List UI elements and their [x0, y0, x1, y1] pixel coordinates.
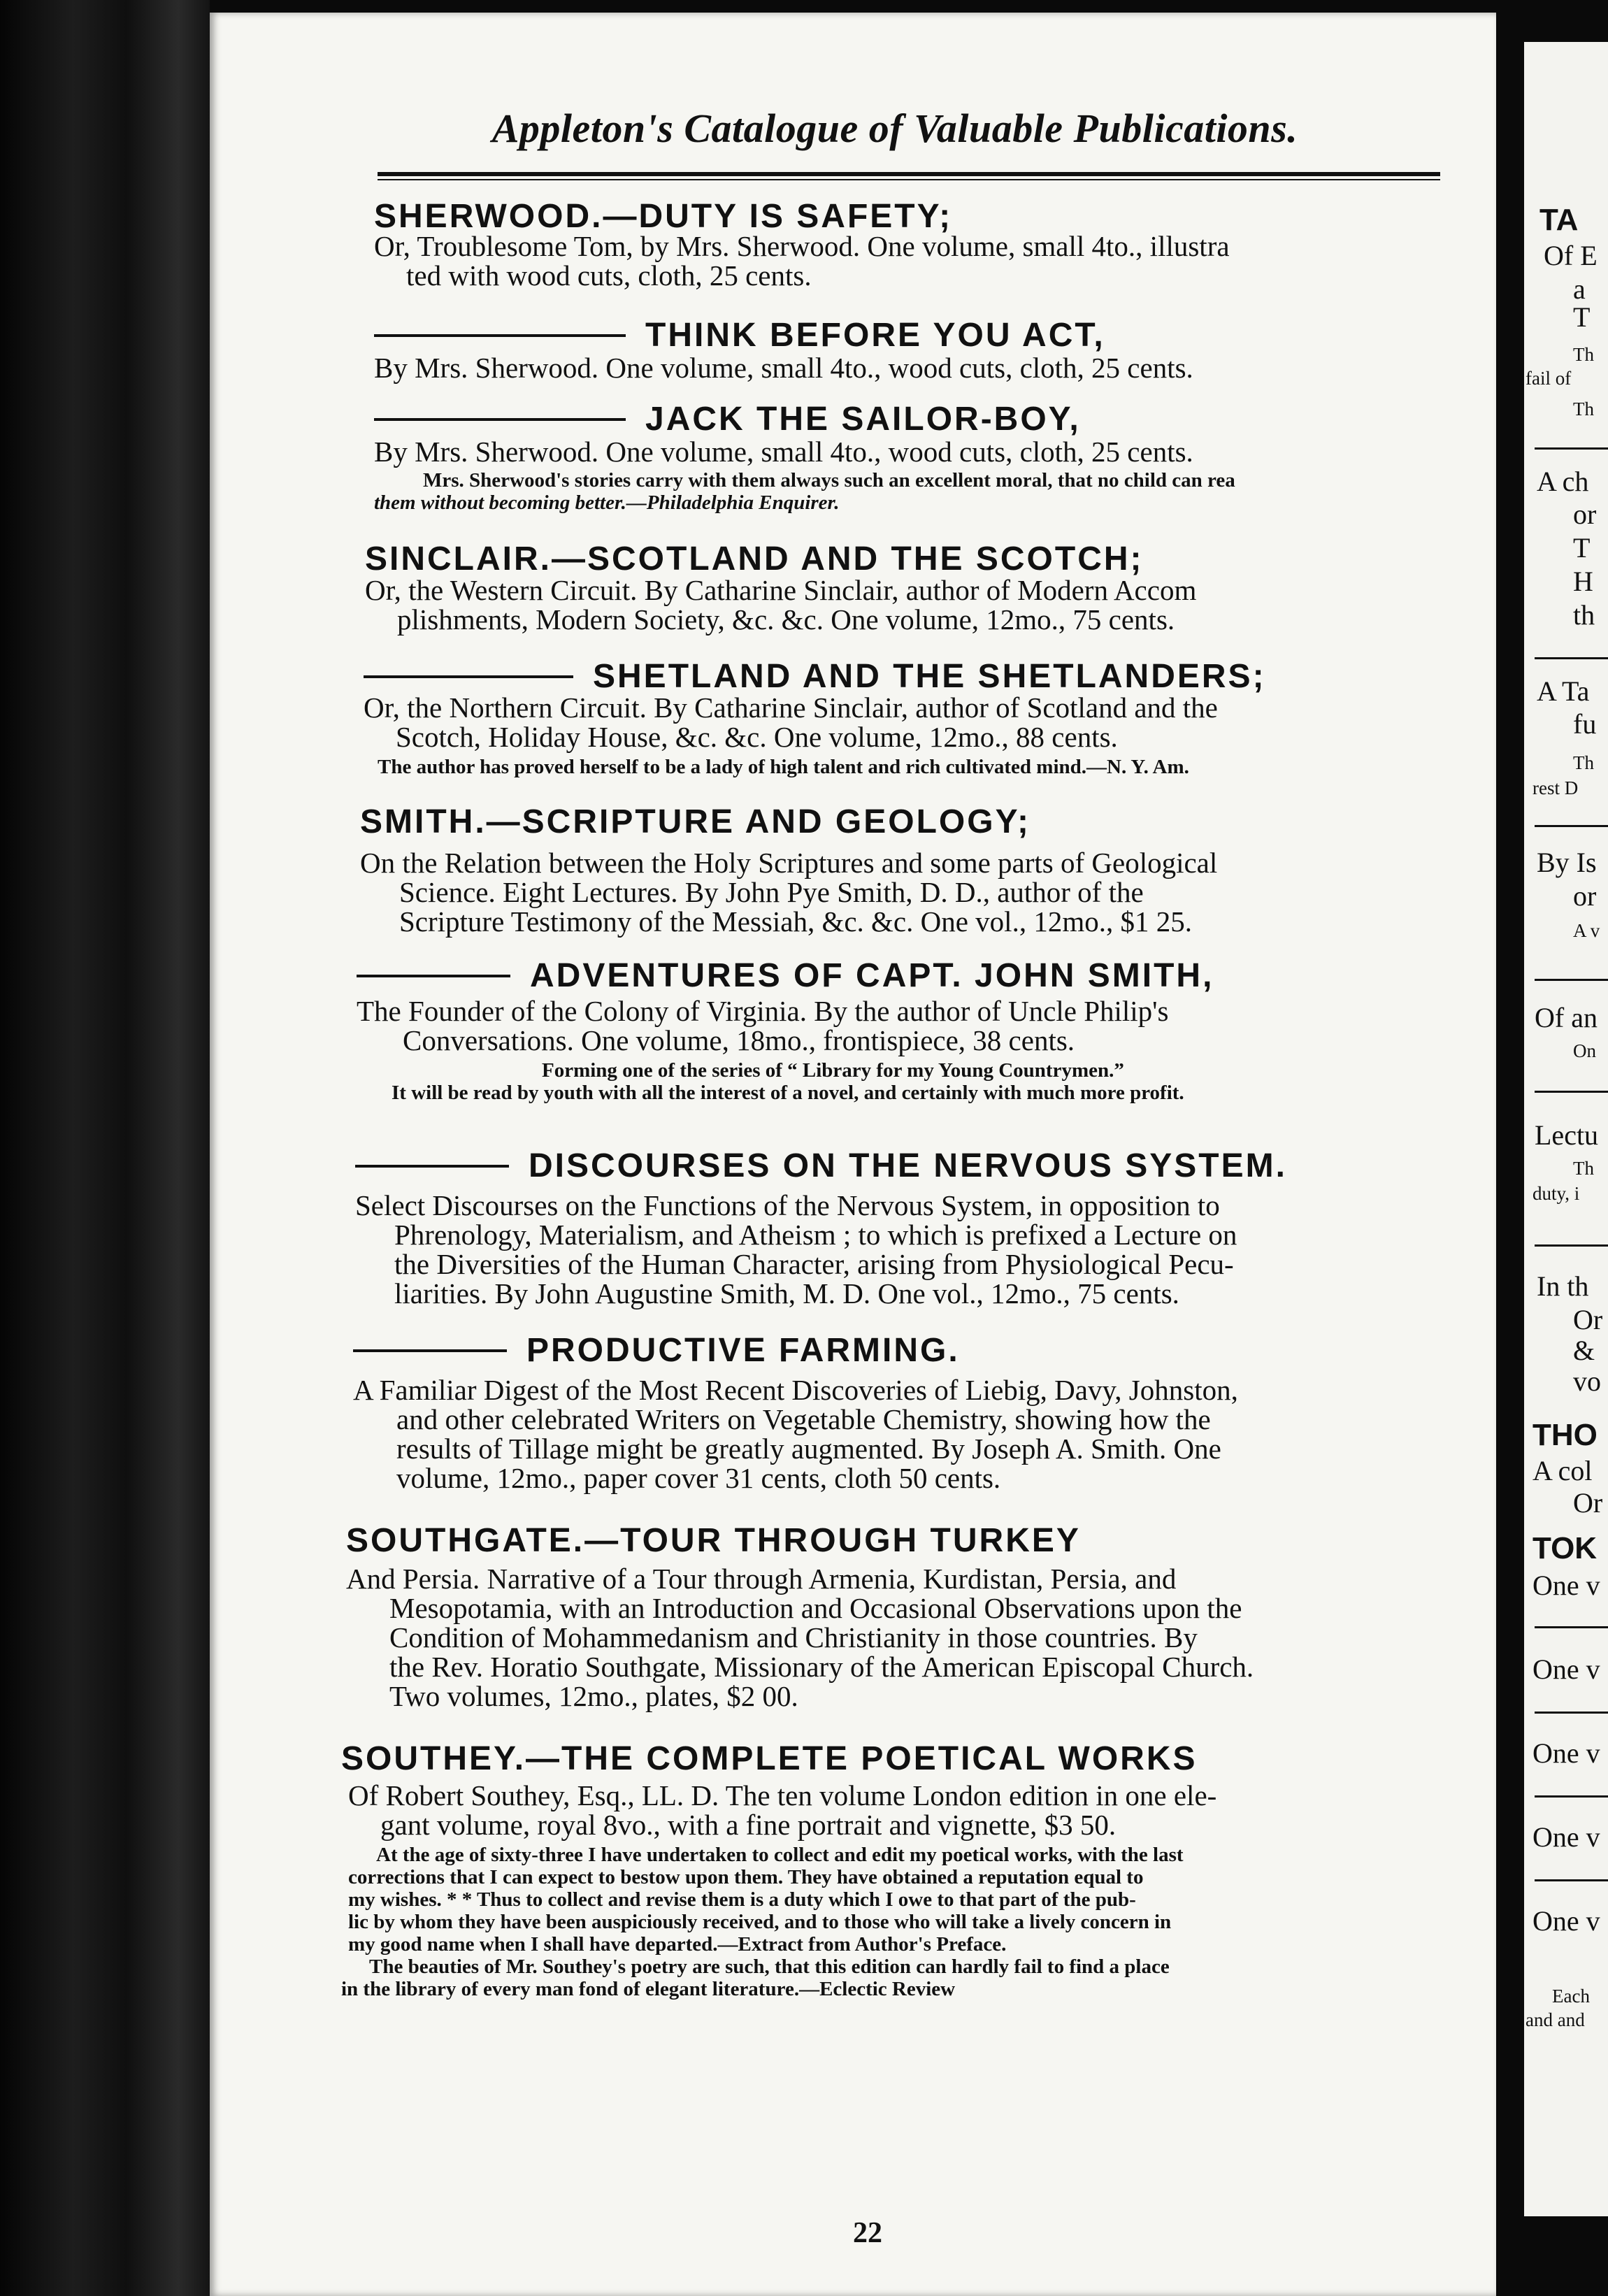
entry-body — [360, 848, 1217, 936]
facing-fragment: Th — [1573, 752, 1594, 773]
entry-line: plishments, Modern Society, &c. &c. One volume, 12mo., 75 cents. — [397, 603, 1175, 636]
catalogue-entry — [341, 1739, 1216, 2000]
facing-fragment: On — [1573, 1040, 1596, 1061]
facing-rule — [1535, 1244, 1608, 1247]
entry-heading: SOUTHEY.—THE COMPLETE POETICAL WORKS — [341, 1740, 1198, 1777]
dash-rule — [357, 975, 510, 977]
entry-line: the Diversities of the Human Character, arising from Physiological Pecu- — [394, 1248, 1234, 1280]
subheading-text: DISCOURSES ON THE NERVOUS SYSTEM. — [529, 1147, 1287, 1184]
facing-fragment: or — [1573, 498, 1597, 530]
catalogue-entry — [355, 1147, 1287, 1308]
entry-line: Or, the Western Circuit. By Catharine Sinclair, author of Modern Accom — [365, 574, 1197, 606]
entry-line: Two volumes, 12mo., plates, $2 00. — [389, 1680, 798, 1712]
entry-line: Phrenology, Materialism, and Atheism ; to which is prefixed a Lecture on — [394, 1219, 1237, 1251]
facing-fragment: or — [1573, 880, 1597, 912]
entry-line: and other celebrated Writers on Vegetable Chemistry, showing how the — [396, 1403, 1211, 1435]
facing-page — [1524, 42, 1608, 2216]
dash-rule — [364, 675, 573, 678]
facing-rule — [1535, 1626, 1608, 1628]
facing-fragment: Th — [1573, 1158, 1594, 1179]
facing-fragment: TOK — [1532, 1531, 1598, 1565]
facing-fragment: Each — [1552, 1986, 1590, 2007]
entry-heading: SHERWOOD.—DUTY IS SAFETY; — [374, 198, 953, 235]
dash-rule — [355, 1165, 509, 1168]
subheading-text: PRODUCTIVE FARMING. — [526, 1332, 960, 1369]
page-gutter — [1496, 0, 1524, 2296]
entry-subheading — [355, 1147, 1287, 1185]
catalogue-entry — [357, 956, 1214, 1104]
entry-line: By Mrs. Sherwood. One volume, small 4to., wood cuts, cloth, 25 cents. — [374, 352, 1193, 384]
facing-fragment: fail of — [1526, 368, 1572, 389]
facing-fragment: & — [1573, 1335, 1595, 1366]
note-line: The beauties of Mr. Southey's poetry are such, that this edition can hardly fail to find a place — [369, 1956, 1170, 1978]
catalogue-entry — [353, 1331, 1238, 1493]
facing-fragment: T — [1573, 532, 1591, 564]
facing-fragment: One v — [1532, 1737, 1600, 1769]
entry-line: Scotch, Holiday House, &c. &c. One volume, 12mo., 88 cents. — [396, 721, 1118, 753]
entry-body — [355, 1191, 1287, 1308]
entry-line: The Founder of the Colony of Virginia. By the author of Uncle Philip's — [357, 995, 1169, 1027]
entry-heading: SMITH.—SCRIPTURE AND GEOLOGY; — [360, 803, 1031, 840]
entry-body — [353, 1375, 1238, 1493]
entry-body — [365, 575, 1196, 634]
subheading-text: SHETLAND AND THE SHETLANDERS; — [593, 658, 1266, 695]
entry-heading: SINCLAIR.—SCOTLAND AND THE SCOTCH; — [365, 540, 1144, 577]
catalogue-entry — [374, 400, 1235, 514]
facing-fragment: Or — [1573, 1304, 1603, 1335]
entry-line: Mesopotamia, with an Introduction and Occasional Observations upon the — [389, 1592, 1242, 1624]
facing-fragment: vo — [1573, 1365, 1601, 1397]
entry-subheading — [364, 657, 1266, 696]
subheading-text: JACK THE SAILOR-BOY, — [645, 401, 1081, 438]
entry-heading: SOUTHGATE.—TOUR THROUGH TURKEY — [346, 1522, 1081, 1559]
note-line: Forming one of the series of “ Library for my Young Countrymen.” — [542, 1059, 1124, 1082]
header-rule — [378, 172, 1440, 176]
entry-subheading — [374, 316, 1193, 354]
facing-fragment: Of an — [1535, 1002, 1598, 1033]
catalogue-entry — [374, 316, 1193, 382]
catalogue-entry — [374, 197, 1230, 290]
facing-fragment: Of E — [1544, 240, 1598, 271]
note-line: in the library of every man fond of elegant literature.—Eclectic Review — [341, 1978, 956, 2000]
entry-subheading — [374, 400, 1235, 438]
entry-line: the Rev. Horatio Southgate, Missionary of the American Episcopal Church. — [389, 1651, 1254, 1683]
facing-rule — [1535, 1795, 1608, 1798]
page-header: Appleton's Catalogue of Valuable Publications. — [491, 106, 1298, 151]
entry-body — [357, 996, 1214, 1055]
entry-line: Scripture Testimony of the Messiah, &c. &c. One vol., 12mo., $1 25. — [399, 905, 1192, 938]
page-number: 22 — [853, 2217, 882, 2249]
facing-fragment: Th — [1573, 399, 1594, 419]
facing-fragment: One v — [1532, 1905, 1600, 1937]
facing-fragment: fu — [1573, 708, 1597, 740]
facing-fragment: a — [1573, 273, 1586, 305]
entry-note — [374, 469, 1235, 514]
dash-rule — [353, 1349, 507, 1352]
dash-rule — [374, 334, 626, 337]
facing-fragment: A col — [1532, 1455, 1593, 1486]
entry-line: liarities. By John Augustine Smith, M. D. One vol., 12mo., 75 cents. — [394, 1277, 1179, 1310]
facing-rule — [1535, 1091, 1608, 1093]
dash-rule — [374, 418, 626, 421]
facing-fragment: One v — [1532, 1653, 1600, 1685]
catalogue-entry — [365, 540, 1196, 634]
entry-line: Select Discourses on the Functions of the Nervous System, in opposition to — [355, 1189, 1220, 1221]
note-line: corrections that I can expect to bestow upon them. They have obtained a reputation equal to — [348, 1866, 1144, 1888]
facing-fragment: A Ta — [1537, 675, 1590, 707]
note-line: my wishes. * * Thus to collect and revise them is a duty which I owe to that part of the pub- — [348, 1888, 1136, 1911]
facing-fragment: A ch — [1537, 466, 1589, 497]
note-line: my good name when I shall have departed.—Extract from Author's Preface. — [348, 1933, 1007, 1956]
facing-rule — [1535, 1712, 1608, 1714]
entry-line: Conversations. One volume, 18mo., frontispiece, 38 cents. — [403, 1024, 1075, 1056]
entry-line: gant volume, royal 8vo., with a fine portrait and vignette, $3 50. — [380, 1809, 1117, 1841]
note-line: lic by whom they have been auspiciously received, and to those who will take a lively concern in — [348, 1911, 1172, 1933]
facing-fragment: Lectu — [1535, 1119, 1599, 1151]
facing-rule — [1535, 447, 1608, 450]
entry-body — [374, 353, 1193, 382]
facing-fragment: rest D — [1532, 777, 1579, 798]
entry-line: Science. Eight Lectures. By John Pye Smith, D. D., author of the — [399, 876, 1144, 908]
note-line: them without becoming better.—Philadelphia Enquirer. — [374, 492, 840, 514]
facing-fragment: In th — [1537, 1270, 1589, 1302]
entry-line: And Persia. Narrative of a Tour through Armenia, Kurdistan, Persia, and — [346, 1563, 1177, 1595]
facing-fragment: and and — [1526, 2009, 1585, 2030]
catalogue-entry — [346, 1521, 1254, 1711]
note-line: Mrs. Sherwood's stories carry with them always such an excellent moral, that no child can rea — [423, 469, 1235, 492]
note-line: It will be read by youth with all the interest of a novel, and certainly with much more profit. — [392, 1082, 1184, 1104]
entry-line: ted with wood cuts, cloth, 25 cents. — [406, 259, 812, 292]
facing-fragment: A v — [1573, 920, 1600, 941]
facing-fragment: TA — [1539, 203, 1579, 237]
book-spine — [0, 0, 210, 2296]
facing-fragment: H — [1573, 566, 1593, 597]
entry-body — [374, 231, 1230, 290]
entry-line: Condition of Mohammedanism and Christianity in those countries. By — [389, 1621, 1198, 1653]
facing-rule — [1535, 657, 1608, 659]
entry-body — [374, 437, 1235, 466]
header-rule-thin — [378, 179, 1440, 180]
entry-body — [364, 693, 1266, 752]
subheading-text: THINK BEFORE YOU ACT, — [645, 317, 1105, 354]
facing-fragment: T — [1573, 301, 1591, 333]
entry-line: results of Tillage might be greatly augmented. By Joseph A. Smith. One — [396, 1433, 1221, 1465]
facing-fragment: duty, i — [1532, 1183, 1580, 1204]
facing-rule — [1535, 979, 1608, 981]
catalogue-entry — [364, 657, 1266, 778]
facing-fragment: One v — [1532, 1821, 1600, 1853]
note-line: The author has proved herself to be a lady of high talent and rich cultivated mind.—N. Y. Am. — [378, 756, 1189, 778]
facing-fragment: Th — [1573, 344, 1594, 365]
entry-line: Or, Troublesome Tom, by Mrs. Sherwood. One volume, small 4to., illustra — [374, 230, 1230, 262]
facing-fragment: Or — [1573, 1487, 1603, 1519]
subheading-text: ADVENTURES OF CAPT. JOHN SMITH, — [530, 957, 1214, 994]
entry-line: A Familiar Digest of the Most Recent Discoveries of Liebig, Davy, Johnston, — [353, 1374, 1238, 1406]
entry-body — [346, 1564, 1254, 1711]
facing-rule — [1535, 825, 1608, 827]
entry-line: Or, the Northern Circuit. By Catharine Sinclair, author of Scotland and the — [364, 691, 1218, 724]
entry-line: volume, 12mo., paper cover 31 cents, cloth 50 cents. — [396, 1462, 1001, 1494]
entry-note — [341, 1844, 1216, 2000]
entry-note — [364, 756, 1266, 778]
entry-body — [341, 1781, 1216, 1839]
facing-rule — [1535, 1879, 1608, 1881]
entry-line: By Mrs. Sherwood. One volume, small 4to., wood cuts, cloth, 25 cents. — [374, 436, 1193, 468]
catalogue-entry — [360, 803, 1217, 936]
entry-note — [357, 1059, 1214, 1104]
entry-line: Of Robert Southey, Esq., LL. D. The ten volume London edition in one ele- — [348, 1779, 1217, 1811]
entry-line: On the Relation between the Holy Scriptures and some parts of Geological — [360, 847, 1218, 879]
facing-fragment: By Is — [1537, 847, 1597, 878]
facing-fragment: th — [1573, 599, 1595, 631]
facing-fragment: One v — [1532, 1570, 1600, 1601]
facing-fragment: THO — [1532, 1418, 1598, 1452]
entry-subheading — [357, 956, 1214, 995]
entry-subheading — [353, 1331, 1238, 1370]
note-line: At the age of sixty-three I have undertaken to collect and edit my poetical works, with the last — [376, 1844, 1184, 1866]
